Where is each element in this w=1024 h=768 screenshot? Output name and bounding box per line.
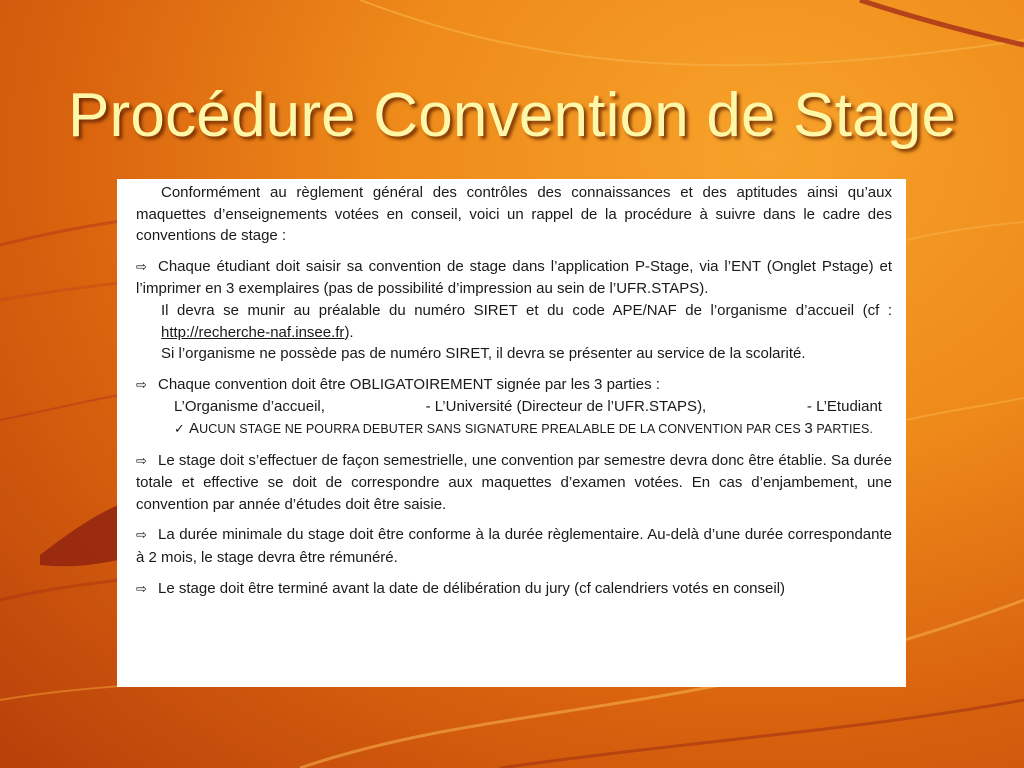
party-organisme: L’Organisme d’accueil, (174, 398, 325, 416)
slide-title: Procédure Convention de Stage (68, 81, 957, 150)
arrow-icon: ⇨ (136, 377, 147, 393)
party-etudiant: - L’Etudiant (806, 398, 882, 416)
check-icon: ✓ (174, 421, 185, 437)
list-item (136, 524, 892, 568)
arrow-icon: ⇨ (136, 453, 147, 469)
arrow-icon: ⇨ (136, 528, 147, 544)
arrow-icon: ⇨ (136, 259, 147, 275)
signature-warning: ✓ AUCUN STAGE NE POURRA DEBUTER SANS SIGNATURE PREALABLE DE LA CONVENTION PAR CES 3 PARTIES. (174, 419, 874, 437)
arrow-icon: ⇨ (136, 581, 147, 597)
parties-row (136, 396, 892, 418)
item3-text: Le stage doit s’effectuer de façon semestrielle, une convention par semestre devra donc être établie. Sa durée totale et effective se doit de correspondre aux maquettes d’examen votées. En cas d’enjambement, une convention par année d’études doit être saisie. (136, 451, 892, 513)
document-image (117, 179, 906, 687)
item1-line3: Si l’organisme ne possède pas de numéro SIRET, il devra se présenter au service de la scolarité. (161, 345, 806, 363)
list-item (136, 450, 892, 516)
party-universite: - L’Université (Directeur de l’UFR.STAPS), (425, 398, 707, 416)
list-item (136, 374, 892, 397)
item1-siret: Il devra se munir au préalable du numéro SIRET et du code APE/NAF de l’organisme d’accueil (cf : http://recherche-naf.insee.fr). (161, 301, 892, 341)
list-item (136, 256, 892, 300)
list-item (136, 578, 892, 601)
naf-link[interactable]: http://recherche-naf.insee.fr (161, 323, 345, 341)
item2-heading: Chaque convention doit être OBLIGATOIREMENT signée par les 3 parties : (158, 375, 660, 393)
item1-line1: Chaque étudiant doit saisir sa convention de stage dans l’application P-Stage, via l’ENT (Onglet Pstage) et l’imprimer en 3 exemplaires (pas de possibilité d’impression au sein de l’UFR.STAPS). (136, 257, 892, 298)
item4-text: La durée minimale du stage doit être conforme à la durée règlementaire. Au-delà d’une durée correspondante à 2 mois, le stage devra être rémunéré. (136, 526, 892, 566)
item5-text: Le stage doit être terminé avant la date de délibération du jury (cf calendriers votés en conseil) (158, 579, 786, 597)
intro-paragraph: Conformément au règlement général des contrôles des connaissances et des aptitudes ainsi qu’aux maquettes d’enseignements votées en conseil, voici un rappel de la procédure à suivre dans le cadre des conventions de stage : (136, 184, 892, 245)
